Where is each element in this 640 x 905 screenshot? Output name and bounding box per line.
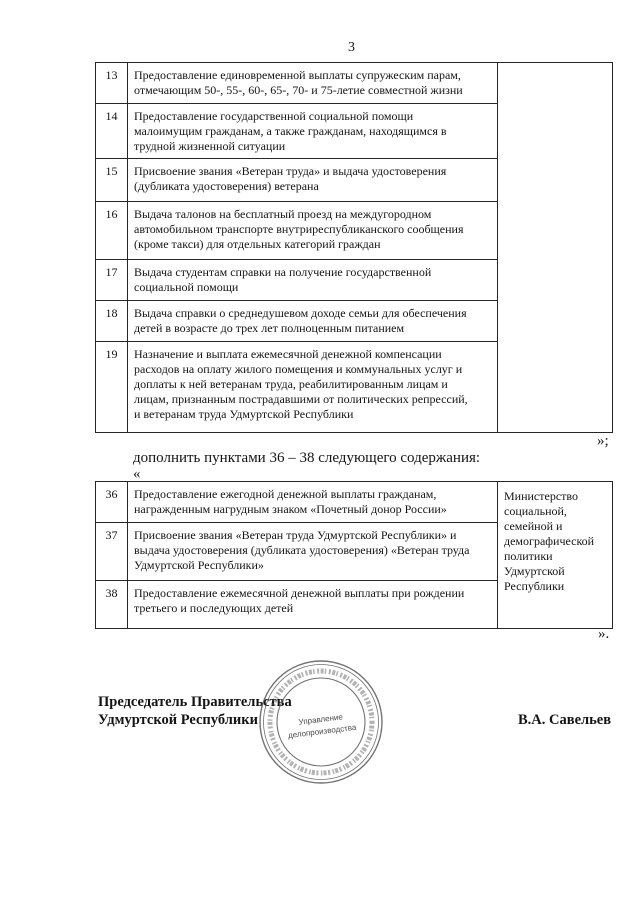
row-number: 15 — [96, 159, 128, 202]
row-number: 36 — [96, 482, 128, 523]
services-table-additions — [95, 481, 613, 629]
service-description: Предоставление ежемесячной денежной выплаты при рождении третьего и последующих детей — [128, 581, 498, 629]
service-description: Присвоение звания «Ветеран труда» и выдача удостоверения (дубликата удостоверения) ветерана — [128, 159, 498, 202]
row-number: 17 — [96, 260, 128, 301]
stamp-center-text: Управление — [298, 712, 344, 727]
responsible-ministry: Министерство социальной, семейной и демографической политики Удмуртской Республики — [498, 482, 613, 629]
service-description: Выдача справки о среднедушевом доходе семьи для обеспечения детей в возрасте до трех лет полноценным питанием — [128, 301, 498, 342]
signatory-name: В.А. Савельев — [518, 712, 612, 728]
row-number: 13 — [96, 63, 128, 104]
official-stamp — [255, 656, 387, 788]
row-number: 14 — [96, 104, 128, 159]
row-number: 18 — [96, 301, 128, 342]
row-number: 37 — [96, 523, 128, 581]
signatory-title-line: Председатель Правительства — [98, 694, 292, 710]
signatory-title-line: Удмуртской Республики — [98, 712, 258, 728]
responsible-body-cell — [498, 63, 613, 433]
amendment-instruction: дополнить пунктами 36 – 38 следующего содержания: — [133, 450, 481, 466]
stamp-center-text: делопроизводства — [287, 722, 357, 741]
row-number: 16 — [96, 202, 128, 260]
closing-quote: »; — [597, 433, 609, 449]
closing-quote: ». — [598, 626, 610, 642]
opening-quote: « — [133, 466, 141, 482]
service-description: Предоставление государственной социальной помощи малоимущим гражданам, а также гражданам, находящимся в трудной жизненной ситуации — [128, 104, 498, 159]
service-description: Предоставление ежегодной денежной выплаты гражданам, награжденным нагрудным знаком «Почетный донор России» — [128, 482, 498, 523]
row-number: 38 — [96, 581, 128, 629]
services-table-continued — [95, 62, 613, 433]
service-description: Присвоение звания «Ветеран труда Удмуртской Республики» и выдача удостоверения (дубликата удостоверения) «Ветеран труда Удмуртской Республики» — [128, 523, 498, 581]
service-description: Предоставление единовременной выплаты супружеским парам, отмечающим 50-, 55-, 60-, 65-, 70- и 75-летие совместной жизни — [128, 63, 498, 104]
service-description: Выдача студентам справки на получение государственной социальной помощи — [128, 260, 498, 301]
table-row — [96, 482, 613, 523]
table-row — [96, 63, 613, 104]
service-description: Выдача талонов на бесплатный проезд на междугородном автомобильном транспорте внутриреспубликанского сообщения (кроме такси) для отдельных категорий граждан — [128, 202, 498, 260]
row-number: 19 — [96, 342, 128, 433]
service-description: Назначение и выплата ежемесячной денежной компенсации расходов на оплату жилого помещения и коммунальных услуг и доплаты к ней ветеранам труда, реабилитированным лицам и лицам, признанным пострадавшими от политических репрессий, и ветеранам труда Удмуртской Республики — [128, 342, 498, 433]
page-number: 3 — [348, 40, 355, 55]
